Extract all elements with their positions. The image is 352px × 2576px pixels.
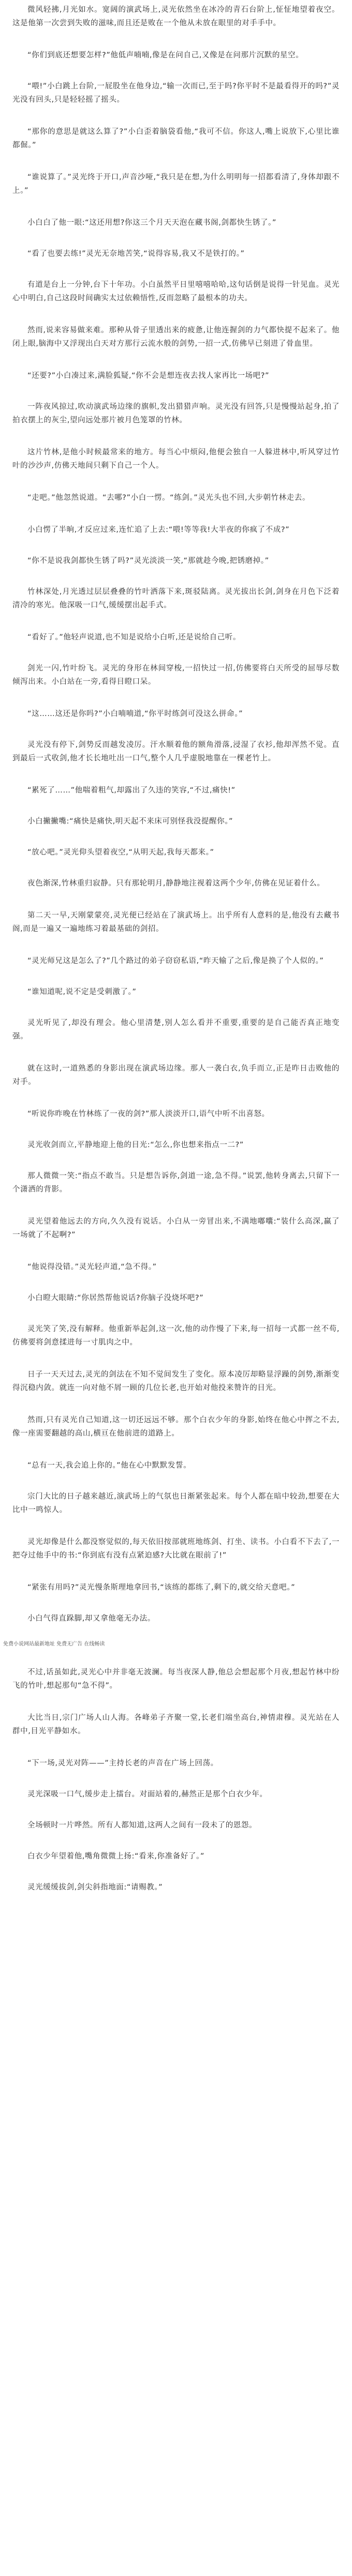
paragraph: 灵光缓缓拔剑,剑尖斜指地面:“请赐教。” — [27, 1883, 163, 1892]
paragraph: 灵光深吸一口气,缓步走上擂台。对面站着的,赫然正是那个白衣少年。 — [27, 1790, 268, 1798]
paragraph: 那人微微一笑:“指点不敢当。只是想告诉你,剑道一途,急不得。”说罢,他转身离去,只留下一个潇洒的背影。 — [12, 1172, 340, 1194]
paragraph: 灵光却像是什么都没察觉似的,每天依旧按部就班地练剑、打坐、读书。小白看不下去了,一把夺过他手中的书:“你到底有没有点紧迫感?大比就在眼前了!” — [12, 1538, 340, 1560]
paragraph: 小白撇撇嘴:“痛快是痛快,明天起不来床可别怪我没提醒你。” — [27, 817, 233, 826]
paragraph: “走吧。”他忽然说道。“去哪?”小白一愣。“练剑。”灵光头也不回,大步朝竹林走去。 — [27, 494, 310, 502]
paragraph: 小白白了他一眼:“这还用想?你这三个月天天泡在藏书阁,剑都快生锈了。” — [27, 219, 276, 227]
paragraph: 小白瞪大眼睛:“你居然帮他说话?你脑子没烧坏吧?” — [27, 1294, 204, 1302]
paragraph: 一阵夜风掠过,吹动演武场边缘的旗帜,发出猎猎声响。灵光没有回答,只是慢慢站起身,拍了拍衣摆上的灰尘,望向远处那片被月色笼罩的竹林。 — [12, 403, 340, 424]
paragraph: “这……这还是你吗?”小白喃喃道,“你平时练剑可没这么拼命。” — [27, 710, 243, 718]
paragraph: 灵光听见了,却没有理会。他心里清楚,别人怎么看并不重要,重要的是自己能否真正地变强。 — [12, 1019, 340, 1041]
paragraph: “谁说算了。”灵光终于开口,声音沙哑,“我只是在想,为什么明明每一招都看清了,身体却跟不上。” — [12, 173, 340, 195]
paragraph: “喂!”小白跳上台阶,一屁股坐在他身边,“输一次而已,至于吗?你平时不是最看得开的吗?”灵光没有回头,只是轻轻摇了摇头。 — [12, 82, 340, 104]
paragraph: “他说得没错。”灵光轻声道,“急不得。” — [27, 1263, 157, 1271]
paragraph: “总有一天,我会追上你的。”他在心中默默发誓。 — [27, 1461, 192, 1470]
paragraph: “还要?”小白凑过来,满脸狐疑,“你不会是想连夜去找人家再比一场吧?” — [27, 372, 270, 380]
paragraph: “那你的意思是就这么算了?”小白歪着脑袋看他,“我可不信。你这人,嘴上说放下,心里比谁都倔。” — [12, 128, 340, 149]
paragraph: 夜色渐深,竹林重归寂静。只有那轮明月,静静地注视着这两个少年,仿佛在见证着什么。 — [27, 879, 325, 888]
paragraph: “下一场,灵光对阵——”主持长老的声音在广场上回荡。 — [27, 1759, 218, 1767]
paragraph: 有道是台上一分钟,台下十年功。小白虽然平日里嘻嘻哈哈,这句话倒是说得一针见血。灵光心中明白,自己这段时间确实太过依赖悟性,反而忽略了最根本的功夫。 — [12, 281, 340, 302]
site-watermark: 免费小说网站最新地址 免费无广告 在线畅读 — [3, 1641, 105, 1647]
paragraph: 然而,说来容易做来难。那种从骨子里透出来的疲惫,让他连握剑的力气都快提不起来了。他闭上眼,脑海中又浮现出白天对方那行云流水般的剑势,一招一式,仿佛早已刻进了骨血里。 — [12, 326, 340, 348]
paragraph: “放心吧。”灵光仰头望着夜空,“从明天起,我每天都来。” — [27, 848, 214, 857]
paragraph: “看了也要去练!”灵光无奈地苦笑,“说得容易,我又不是铁打的。” — [27, 250, 245, 258]
paragraph: 然而,只有灵光自己知道,这一切还远远不够。那个白衣少年的身影,始终在他心中挥之不去,像一座需要翻越的高山,横亘在他前进的道路上。 — [12, 1416, 340, 1438]
paragraph: 宗门大比的日子越来越近,演武场上的气氛也日渐紧张起来。每个人都在暗中较劲,想要在大比中一鸣惊人。 — [12, 1492, 340, 1514]
paragraph: 大比当日,宗门广场人山人海。各峰弟子齐聚一堂,长老们端坐高台,神情肃穆。灵光站在人群中,目光平静如水。 — [12, 1714, 340, 1735]
paragraph: “灵光师兄这是怎么了?”几个路过的弟子窃窃私语,“昨天输了之后,像是换了个人似的。” — [27, 957, 324, 965]
paragraph: 第二天一早,天刚蒙蒙亮,灵光便已经站在了演武场上。出乎所有人意料的是,他没有去藏书阁,而是一遍又一遍地练习着最基础的剑招。 — [12, 911, 340, 933]
paragraph: “听说你昨晚在竹林练了一夜的剑?”那人淡淡开口,语气中听不出喜怒。 — [27, 1110, 270, 1118]
paragraph: 灵光没有停下,剑势反而越发凌厉。汗水顺着他的额角滑落,浸湿了衣衫,他却浑然不觉。直到最后一式收剑,他才长长地吐出一口气,整个人几乎虚脱地靠在一棵老竹上。 — [12, 741, 340, 763]
paragraph: 不过,话虽如此,灵光心中并非毫无波澜。每当夜深人静,他总会想起那个月夜,想起竹林中纷飞的竹叶,想起那句“急不得”。 — [12, 1668, 340, 1690]
paragraph: “你们到底还想要怎样?”他低声喃喃,像是在问自己,又像是在问那片沉默的星空。 — [27, 51, 304, 59]
paragraph: 灵光收剑而立,平静地迎上他的目光:“怎么,你也想来指点一二?” — [27, 1141, 244, 1149]
paragraph: 全场顿时一片哗然。所有人都知道,这两人之间有一段未了的恩怨。 — [27, 1821, 257, 1830]
paragraph: 微风轻拂,月光如水。宽阔的演武场上,灵光依然坐在冰冷的青石台阶上,怔怔地望着夜空。这是他第一次尝到失败的滋味,而且还是败在一个他从未放在眼里的对手手中。 — [12, 6, 340, 27]
paragraph: “谁知道呢,说不定是受刺激了。” — [27, 988, 137, 996]
paragraph: 灵光望着他远去的方向,久久没有说话。小白从一旁冒出来,不满地嘟囔:“装什么高深,赢了一场就了不起啊?” — [12, 1217, 340, 1239]
paragraph: “看好了。”他轻声说道,也不知是说给小白听,还是说给自己听。 — [27, 633, 241, 642]
paragraph: 小白气得直跺脚,却又拿他毫无办法。 — [27, 1614, 155, 1623]
paragraph: 灵光笑了笑,没有解释。他重新举起剑,这一次,他的动作慢了下来,每一招每一式都一丝不苟,仿佛要将剑意揉进每一寸肌肉之中。 — [12, 1325, 340, 1347]
paragraph: 小白愣了半晌,才反应过来,连忙追了上去:“喂!等等我!大半夜的你疯了不成?” — [27, 526, 290, 534]
paragraph: “累死了……”他喘着粗气,却露出了久违的笑容,“不过,痛快!” — [27, 786, 236, 795]
paragraph: 日子一天天过去,灵光的剑法在不知不觉间发生了变化。原本凌厉却略显浮躁的剑势,渐渐变得沉稳内敛。就连一向对他不屑一顾的几位长老,也开始对他投来赞许的目光。 — [12, 1370, 340, 1392]
paragraph: 竹林深处,月光透过层层叠叠的竹叶洒落下来,斑驳陆离。灵光拔出长剑,剑身在月色下泛着清冷的寒光。他深吸一口气,缓缓摆出起手式。 — [12, 588, 340, 609]
paragraph: 就在这时,一道熟悉的身影出现在演武场边缘。那人一袭白衣,负手而立,正是昨日击败他的对手。 — [12, 1064, 340, 1086]
paragraph: 这片竹林,是他小时候最常来的地方。每当心中烦闷,他便会独自一人躲进林中,听风穿过竹叶的沙沙声,仿佛天地间只剩下自己一个人。 — [12, 448, 340, 470]
paragraph: “紧张有用吗?”灵光慢条斯理地拿回书,“该练的都练了,剩下的,就交给天意吧。” — [27, 1583, 296, 1592]
paragraph: 白衣少年望着他,嘴角微微上扬:“看来,你准备好了。” — [27, 1852, 204, 1861]
paragraph: “你不是说我剑都快生锈了吗?”灵光淡淡一笑,“那就趁今晚,把锈磨掉。” — [27, 557, 269, 565]
paragraph: 剑光一闪,竹叶纷飞。灵光的身形在林间穿梭,一招快过一招,仿佛要将白天所受的屈辱尽数倾泻出来。小白站在一旁,看得目瞪口呆。 — [12, 664, 340, 686]
